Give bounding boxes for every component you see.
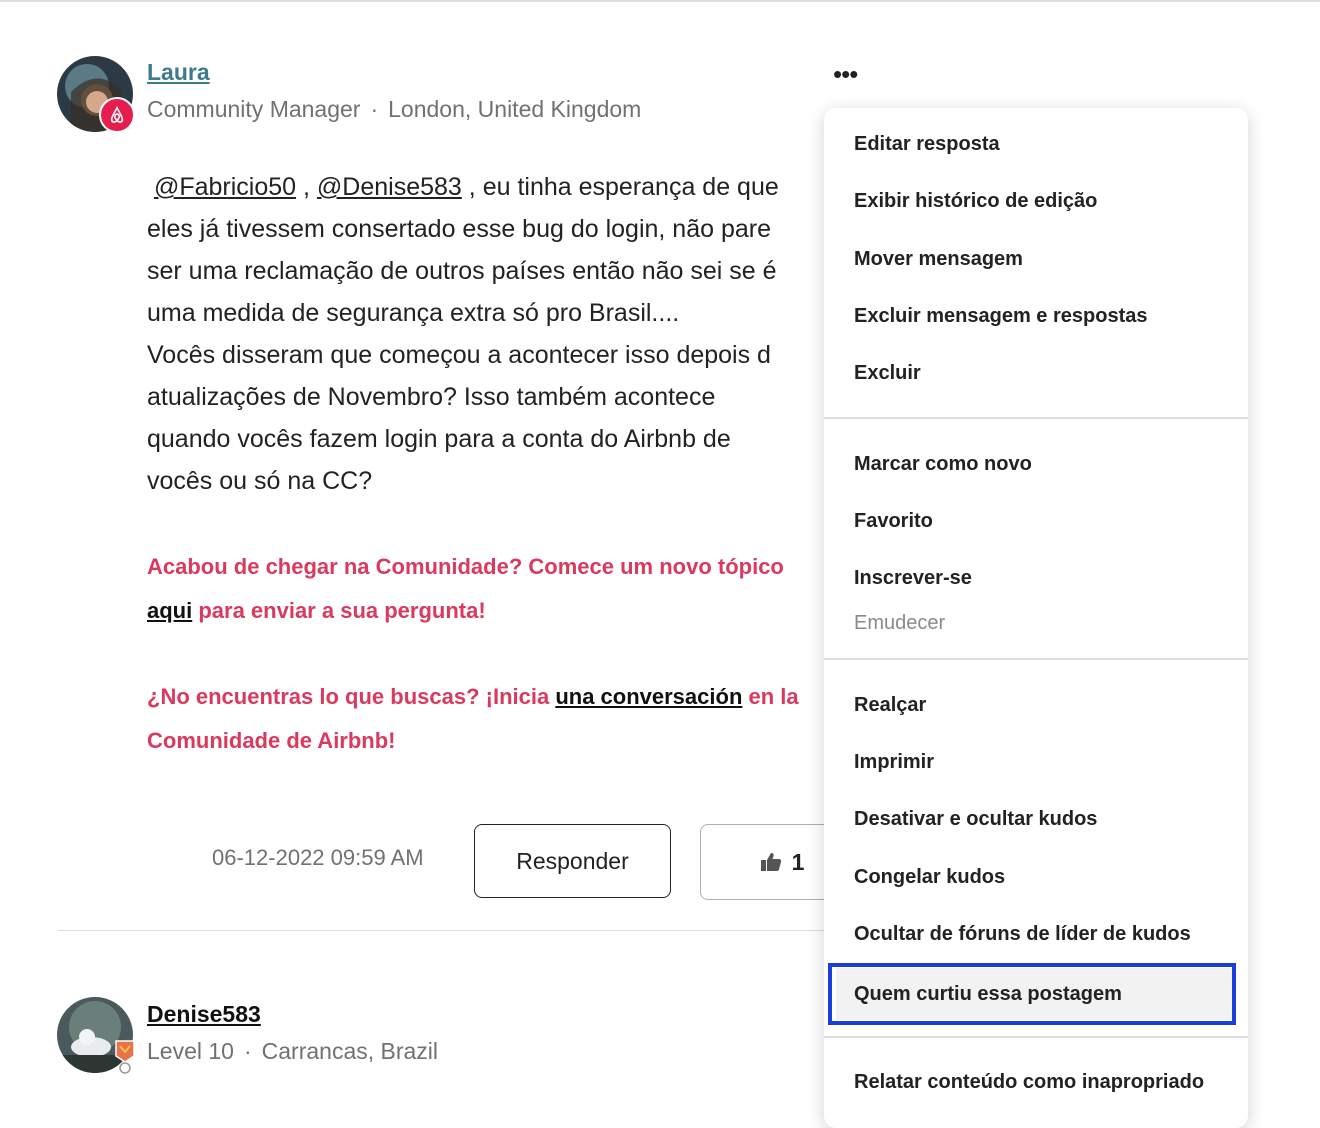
mention-link[interactable]: @Denise583 [316,173,462,201]
author-level: Level 10 [147,1038,234,1064]
author-role: Community Manager [147,96,361,122]
menu-item-delete-thread[interactable]: Excluir mensagem e respostas [854,304,1148,327]
post-timestamp: 06-12-2022 09:59 AM [212,845,424,870]
menu-item-disable-kudos[interactable]: Desativar e ocultar kudos [854,807,1098,830]
promo-link-here[interactable]: aqui [147,598,193,623]
options-menu [824,108,1248,1128]
menu-item-print[interactable]: Imprimir [854,750,935,773]
menu-item-move-message[interactable]: Mover mensagem [854,247,1023,270]
post-body [147,166,847,502]
author-meta [147,96,641,123]
post-body-line: vocês ou só na CC? [147,467,373,495]
author-location: London, United Kingdom [388,96,642,122]
author-meta [147,1038,438,1065]
more-options-button[interactable]: ••• [833,59,858,89]
post-body-line: atualizações de Novembro? Isso também acontece [147,383,716,411]
kudos-count: 1 [791,848,805,875]
separator-dot: · [370,96,379,122]
menu-item-freeze-kudos[interactable]: Congelar kudos [854,865,1006,888]
promo-spanish: ¿No encuentras lo que buscas? ¡Inicia una conversación en la Comunidade de Airbnb! [147,684,799,753]
menu-divider [824,658,1248,660]
promo-portuguese: Acabou de chegar na Comunidade? Comece um novo tópico aqui para enviar a sua pergunta! [147,554,784,623]
post-body-line: ser uma reclamação de outros países então não sei se é [147,257,777,285]
rank-badge-icon [115,1040,135,1074]
thumbs-up-icon [760,852,782,872]
post-body-line: uma medida de segurança extra só pro Brasil.... [147,299,680,327]
menu-divider [824,1036,1248,1038]
menu-item-mark-new[interactable]: Marcar como novo [854,452,1032,475]
menu-item-edit-history[interactable]: Exibir histórico de edição [854,189,1098,212]
menu-item-subscribe[interactable]: Inscrever-se [854,566,972,589]
menu-item-delete[interactable]: Excluir [854,361,921,384]
post-body-line: @Fabricio50 , @Denise583 , eu tinha esperança de que [153,173,779,201]
menu-item-hide-kudos-leaderboard[interactable]: Ocultar de fóruns de líder de kudos [854,922,1191,945]
author-location: Carrancas, Brazil [261,1038,439,1064]
post-body-line: quando vocês fazem login para a conta do Airbnb de [147,425,731,453]
menu-item-highlight[interactable]: Realçar [854,693,927,716]
menu-item-report[interactable]: Relatar conteúdo como inapropriado [854,1070,1205,1093]
post-divider [58,930,848,931]
top-border [0,0,1320,2]
post-body-line: eles já tivessem consertado esse bug do login, não pare [147,215,771,243]
airbnb-logo-icon [99,97,135,133]
menu-item-edit-reply[interactable]: Editar resposta [854,132,1000,155]
separator-dot: · [243,1038,252,1064]
reply-button[interactable]: Responder [474,824,671,898]
menu-item-mute: Emudecer [854,611,946,634]
menu-divider [824,417,1248,419]
menu-item-who-liked[interactable]: Quem curtiu essa postagem [836,968,1236,1020]
menu-item-favorite[interactable]: Favorito [854,509,933,532]
mention-link[interactable]: @Fabricio50 [153,173,297,201]
promo-link-conversation[interactable]: una conversación [555,684,743,709]
post-body-line: Vocês disseram que começou a acontecer isso depois d [147,341,771,369]
author-name-link[interactable]: Laura [147,59,210,85]
author-name-link[interactable]: Denise583 [147,1001,261,1027]
